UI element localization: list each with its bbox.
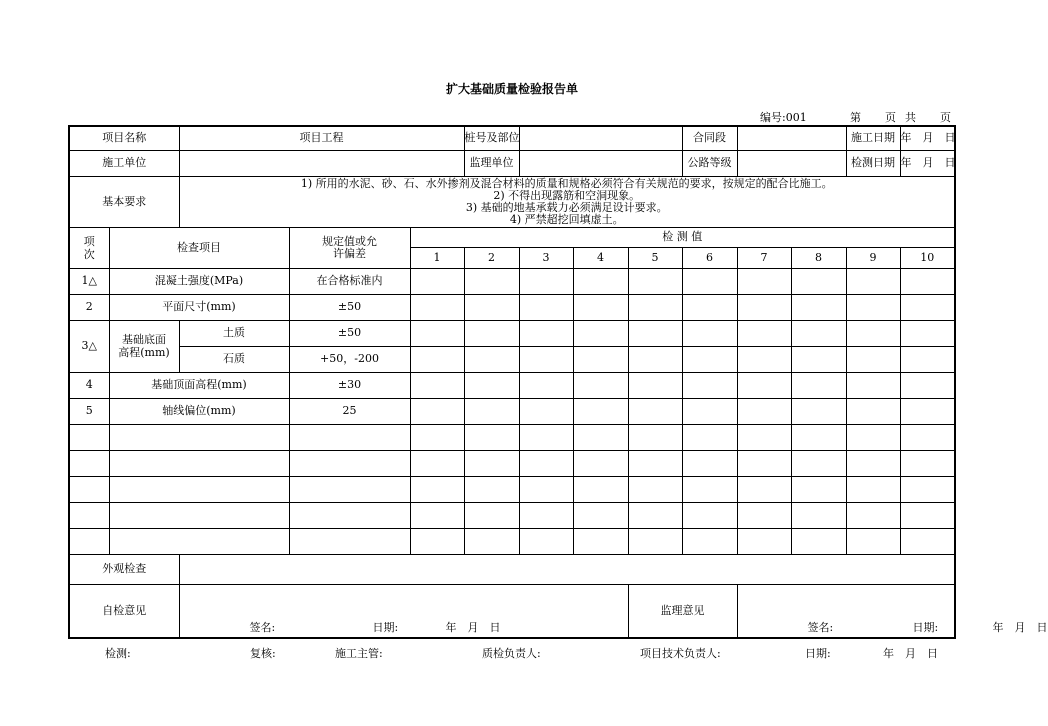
item-no-header: 项次 <box>69 227 109 268</box>
date-label: 日期: <box>372 620 399 634</box>
footer-date-label: 日期: <box>805 647 831 660</box>
requirement-line: 3) 基础的地基承载力必须满足设计要求。 <box>465 200 668 214</box>
self-check-area[interactable] <box>179 584 628 638</box>
tech-manager-label: 项目技术负责人: <box>640 647 721 660</box>
supervision-area[interactable] <box>737 584 1048 638</box>
footer-signatures <box>0 645 1024 659</box>
requirement-line: 2) 不得出现露筋和空洞现象。 <box>493 188 641 202</box>
check-item: 石质 <box>179 346 289 372</box>
date-label: 日期: <box>912 620 939 634</box>
appearance-value[interactable] <box>179 554 955 584</box>
table-row <box>69 398 955 424</box>
table-row <box>69 450 955 476</box>
check-item-group: 基础底面高程(mm) <box>109 320 179 372</box>
self-check-label: 自检意见 <box>69 584 179 638</box>
table-row <box>69 528 955 554</box>
measure-col-9: 9 <box>846 247 900 268</box>
road-grade-value[interactable] <box>737 150 846 176</box>
road-grade-label: 公路等级 <box>682 150 737 176</box>
measure-col-2: 2 <box>464 247 519 268</box>
requirement-line: 1) 所用的水泥、砂、石、水外掺剂及混合材料的质量和规格必须符合有关规范的要求，按规定的配合比施工。 <box>300 176 833 190</box>
measure-col-5: 5 <box>628 247 682 268</box>
supervision-label: 监理意见 <box>628 584 737 638</box>
inspection-date-value[interactable]: 年 月 日 <box>900 150 955 176</box>
station-value[interactable] <box>519 126 682 150</box>
measure-col-6: 6 <box>682 247 737 268</box>
measure-col-8: 8 <box>791 247 846 268</box>
check-item-header: 检查项目 <box>109 227 289 268</box>
sign-label: 签名: <box>249 620 276 634</box>
sign-label: 签名: <box>807 620 834 634</box>
page-label: 页 <box>940 111 951 124</box>
item-no: 4 <box>69 372 109 398</box>
appearance-label: 外观检查 <box>69 554 179 584</box>
construction-date-label: 施工日期 <box>846 126 900 150</box>
table-row <box>69 294 955 320</box>
measured-header: 检 测 值 <box>410 227 955 247</box>
allowed-value: ±30 <box>289 372 410 398</box>
requirement-line: 4) 严禁超挖回填虚土。 <box>509 212 624 226</box>
check-item: 混凝土强度(MPa) <box>109 268 289 294</box>
requirements-text <box>179 176 955 227</box>
allowed-value: +50，-200 <box>289 346 410 372</box>
rechecker-label: 复核: <box>250 647 276 660</box>
site-manager-label: 施工主管: <box>335 647 383 660</box>
station-label: 桩号及部位 <box>464 126 519 150</box>
construction-unit-label: 施工单位 <box>69 150 179 176</box>
table-row <box>69 372 955 398</box>
supervision-unit-value[interactable] <box>519 150 682 176</box>
table-row <box>69 320 955 346</box>
check-item: 土质 <box>179 320 289 346</box>
contract-label: 合同段 <box>682 126 737 150</box>
measure-col-7: 7 <box>737 247 791 268</box>
table-row <box>69 502 955 528</box>
supervision-unit-label: 监理单位 <box>464 150 519 176</box>
report-number: 编号:001 <box>760 111 807 124</box>
project-name-value[interactable]: 项目工程 <box>179 126 464 150</box>
allowed-value: ±50 <box>289 320 410 346</box>
item-no: 1△ <box>69 268 109 294</box>
table-row <box>69 476 955 502</box>
measure-col-1: 1 <box>410 247 464 268</box>
project-name-label: 项目名称 <box>69 126 179 150</box>
construction-unit-value[interactable] <box>179 150 464 176</box>
inspection-date-label: 检测日期 <box>846 150 900 176</box>
measure-col-3: 3 <box>519 247 573 268</box>
check-item: 基础顶面高程(mm) <box>109 372 289 398</box>
inspection-form-table <box>68 125 1048 639</box>
requirements-label: 基本要求 <box>69 176 179 227</box>
allowed-value: ±50 <box>289 294 410 320</box>
table-row <box>69 268 955 294</box>
total-label: 共 <box>905 111 916 124</box>
check-item: 平面尺寸(mm) <box>109 294 289 320</box>
item-no: 2 <box>69 294 109 320</box>
qc-manager-label: 质检负责人: <box>482 647 541 660</box>
inspector-label: 检测: <box>105 647 131 660</box>
page-label: 页 <box>885 111 896 124</box>
allowed-value: 在合格标准内 <box>289 268 410 294</box>
date-ymd: 年 月 日 <box>445 620 501 634</box>
table-row <box>69 346 955 372</box>
measure-col-10: 10 <box>900 247 955 268</box>
check-item: 轴线偏位(mm) <box>109 398 289 424</box>
footer-date-ymd: 年 月 日 <box>883 647 938 660</box>
allowed-header: 规定值或允许偏差 <box>289 227 410 268</box>
construction-date-value[interactable]: 年 月 日 <box>900 126 955 150</box>
contract-value[interactable] <box>737 126 846 150</box>
date-ymd: 年 月 日 <box>992 620 1048 634</box>
table-row <box>69 424 955 450</box>
measure-col-4: 4 <box>573 247 628 268</box>
report-title: 扩大基础质量检验报告单 <box>445 82 578 96</box>
item-no: 3△ <box>69 320 109 372</box>
page-label: 第 <box>850 111 861 124</box>
allowed-value: 25 <box>289 398 410 424</box>
item-no: 5 <box>69 398 109 424</box>
